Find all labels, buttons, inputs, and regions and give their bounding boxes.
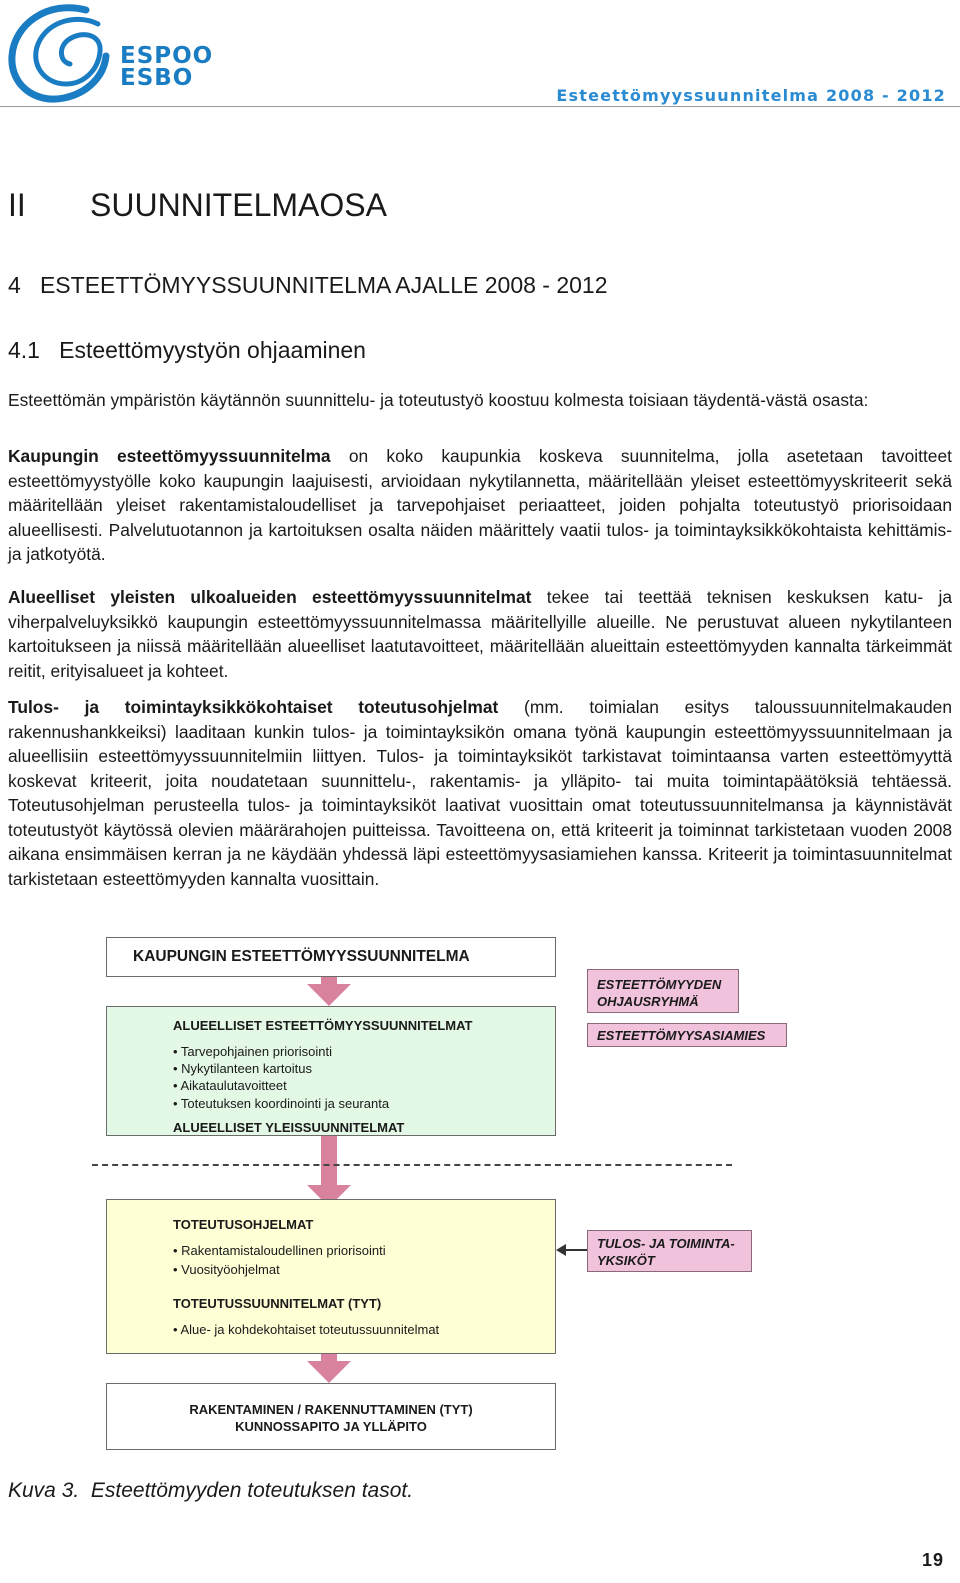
part-title: SUUNNITELMAOSA <box>90 187 387 223</box>
accessibility-ombudsman-box <box>587 1023 787 1047</box>
running-header-title: Esteettömyyssuunnitelma 2008 - 2012 <box>556 86 946 105</box>
paragraph-3-text: (mm. toimialan esitys taloussuunnitelmakauden rakennushankkeiksi) laaditaan kunkin tulos- ja toimintayksikön omana työnä kaupungin esteettömyyssuunnitelmaan ja alueellisiin esteettömyyssuunnitelmiin liittyen. Tulos- ja toimintayksiköt tarkistavat toimintaansa varten esteettömyyttä koskevat kriteerit, joita noudatetaan suunnittelu-, rakentamis- ja ylläpito- tai muita toimintapäätöksiä tehtäessä. Toteutusohjelman perusteella tulos- ja toimintayksiköt laativat vuosittain omat toteutussuunnitelmansa ja käynnistävät toteutustyöt käytössä olevien määrärahojen puitteissa. Tavoitteena on, että kriteerit ja toiminnat tarkistetaan vuoden 2008 aikana ensimmäisen kerran ja ne käydään yhdessä läpi esteettömyysasiamiehen kanssa. Kriteerit ja toimintasuunnitelmat tarkistetaan esteettömyyden kannalta vuosittain. <box>8 697 952 889</box>
paragraph-2 <box>8 585 952 683</box>
accessibility-ombudsman-label: ESTEETTÖMYYSASIAMIES <box>597 1028 766 1043</box>
paragraph-1-text: on koko kaupunkia koskeva suunnitelma, jolla asetetaan tavoitteet esteettömyystyölle koko kaupungin laajuisesti, arvioidaan nykytilannetta, määritellään yleiset esteettömyyskriteerit sekä määritellään yleiset rakentamistaloudelliset ja tarvepohjaiset periaatteet, joiden pohjalta toteutustyö priorisoidaan alueellisesti. Palvelutuotannon ja kartoituksen osalta näiden määrittely vaatii tulos- ja toimintayksikkökohtaista kehittämis- ja jatkotyötä. <box>8 446 952 564</box>
arrow-left-icon <box>556 1240 588 1260</box>
steering-group-box <box>587 969 739 1013</box>
regional-plans-item: • Tarvepohjainen priorisointi <box>173 1044 332 1059</box>
result-units-box <box>587 1230 752 1272</box>
paragraph-2-text: tekee tai teettää teknisen keskuksen katu- ja viherpalveluyksikkö kaupungin esteettömyyssuunnitelmassa määritellyille alueille. Ne perustuvat alueen nykytilanteen kartoitukseen ja niissä määritellään alueelliset laatutavoitteet, määritellään alueittain esteettömyyden kannalta tärkeimmät reitit, erityisalueet ja kohteet. <box>8 587 952 681</box>
implementation-plans-title: TOTEUTUSSUUNNITELMAT (TYT) <box>173 1296 382 1311</box>
paragraph-3-term: Tulos- ja toimintayksikkökohtaiset toteutusohjelmat <box>8 697 499 717</box>
city-plan-title: KAUPUNGIN ESTEETTÖMYYSSUUNNITELMA <box>133 948 470 965</box>
implementation-plans-item: • Alue- ja kohdekohtaiset toteutussuunnitelmat <box>173 1322 440 1337</box>
page-number: 19 <box>921 1550 944 1570</box>
arrow-2-shaft <box>321 1136 337 1186</box>
regional-general-plans-label: ALUEELLISET YLEISSUUNNITELMAT <box>173 1120 405 1135</box>
intro-paragraph <box>8 388 952 413</box>
paragraph-1 <box>8 444 952 567</box>
construction-maintenance-box <box>106 1383 556 1450</box>
steering-group-line1: ESTEETTÖMYYDEN <box>597 977 722 992</box>
regional-plans-item: • Nykytilanteen kartoitus <box>173 1061 312 1076</box>
arrow-1-head <box>307 984 351 1006</box>
construction-label: RAKENTAMINEN / RAKENNUTTAMINEN (TYT) <box>189 1402 473 1417</box>
section-heading: 4.1 Esteettömyystyön ohjaaminen <box>8 337 366 363</box>
intro-text: Esteettömän ympäristön käytännön suunnittelu- ja toteutustyö koostuu kolmesta toisiaan täydentä-västä osasta: <box>8 390 869 410</box>
paragraph-3 <box>8 695 952 891</box>
implementation-programs-title: TOTEUTUSOHJELMAT <box>173 1217 314 1232</box>
implementation-programs-item: • Vuosityöohjelmat <box>173 1262 280 1277</box>
level-divider-dashed-line <box>92 1164 732 1166</box>
city-plan-box <box>106 937 556 977</box>
regional-plans-title: ALUEELLISET ESTEETTÖMYYSSUUNNITELMAT <box>173 1018 473 1033</box>
regional-plans-item: • Aikataulutavoitteet <box>173 1078 287 1093</box>
implementation-programs-box <box>106 1199 556 1354</box>
chapter-heading: 4 ESTEETTÖMYYSSUUNNITELMA AJALLE 2008 - 2012 <box>8 272 608 298</box>
paragraph-1-term: Kaupungin esteettömyyssuunnitelma <box>8 446 331 466</box>
steering-group-line2: OHJAUSRYHMÄ <box>597 994 699 1009</box>
result-units-line1: TULOS- JA TOIMINTA- <box>597 1236 735 1251</box>
espoo-logo <box>8 4 214 104</box>
figure-caption: Kuva 3. Esteettömyyden toteutuksen tasot. <box>8 1479 414 1502</box>
logo-text-espoo: ESPOO <box>120 43 214 69</box>
espoo-swirl-icon <box>8 4 118 104</box>
logo-text-esbo: ESBO <box>120 65 194 91</box>
maintenance-label: KUNNOSSAPITO JA YLLÄPITO <box>235 1419 427 1434</box>
arrow-3-head <box>307 1361 351 1383</box>
regional-plans-item: • Toteutuksen koordinointi ja seuranta <box>173 1096 390 1111</box>
implementation-programs-item: • Rakentamistaloudellinen priorisointi <box>173 1243 386 1258</box>
header-divider <box>0 106 960 107</box>
part-number: II <box>8 187 26 223</box>
paragraph-2-term: Alueelliset yleisten ulkoalueiden esteettömyyssuunnitelmat <box>8 587 532 607</box>
regional-plans-box <box>106 1006 556 1136</box>
result-units-line2: YKSIKÖT <box>597 1253 655 1268</box>
